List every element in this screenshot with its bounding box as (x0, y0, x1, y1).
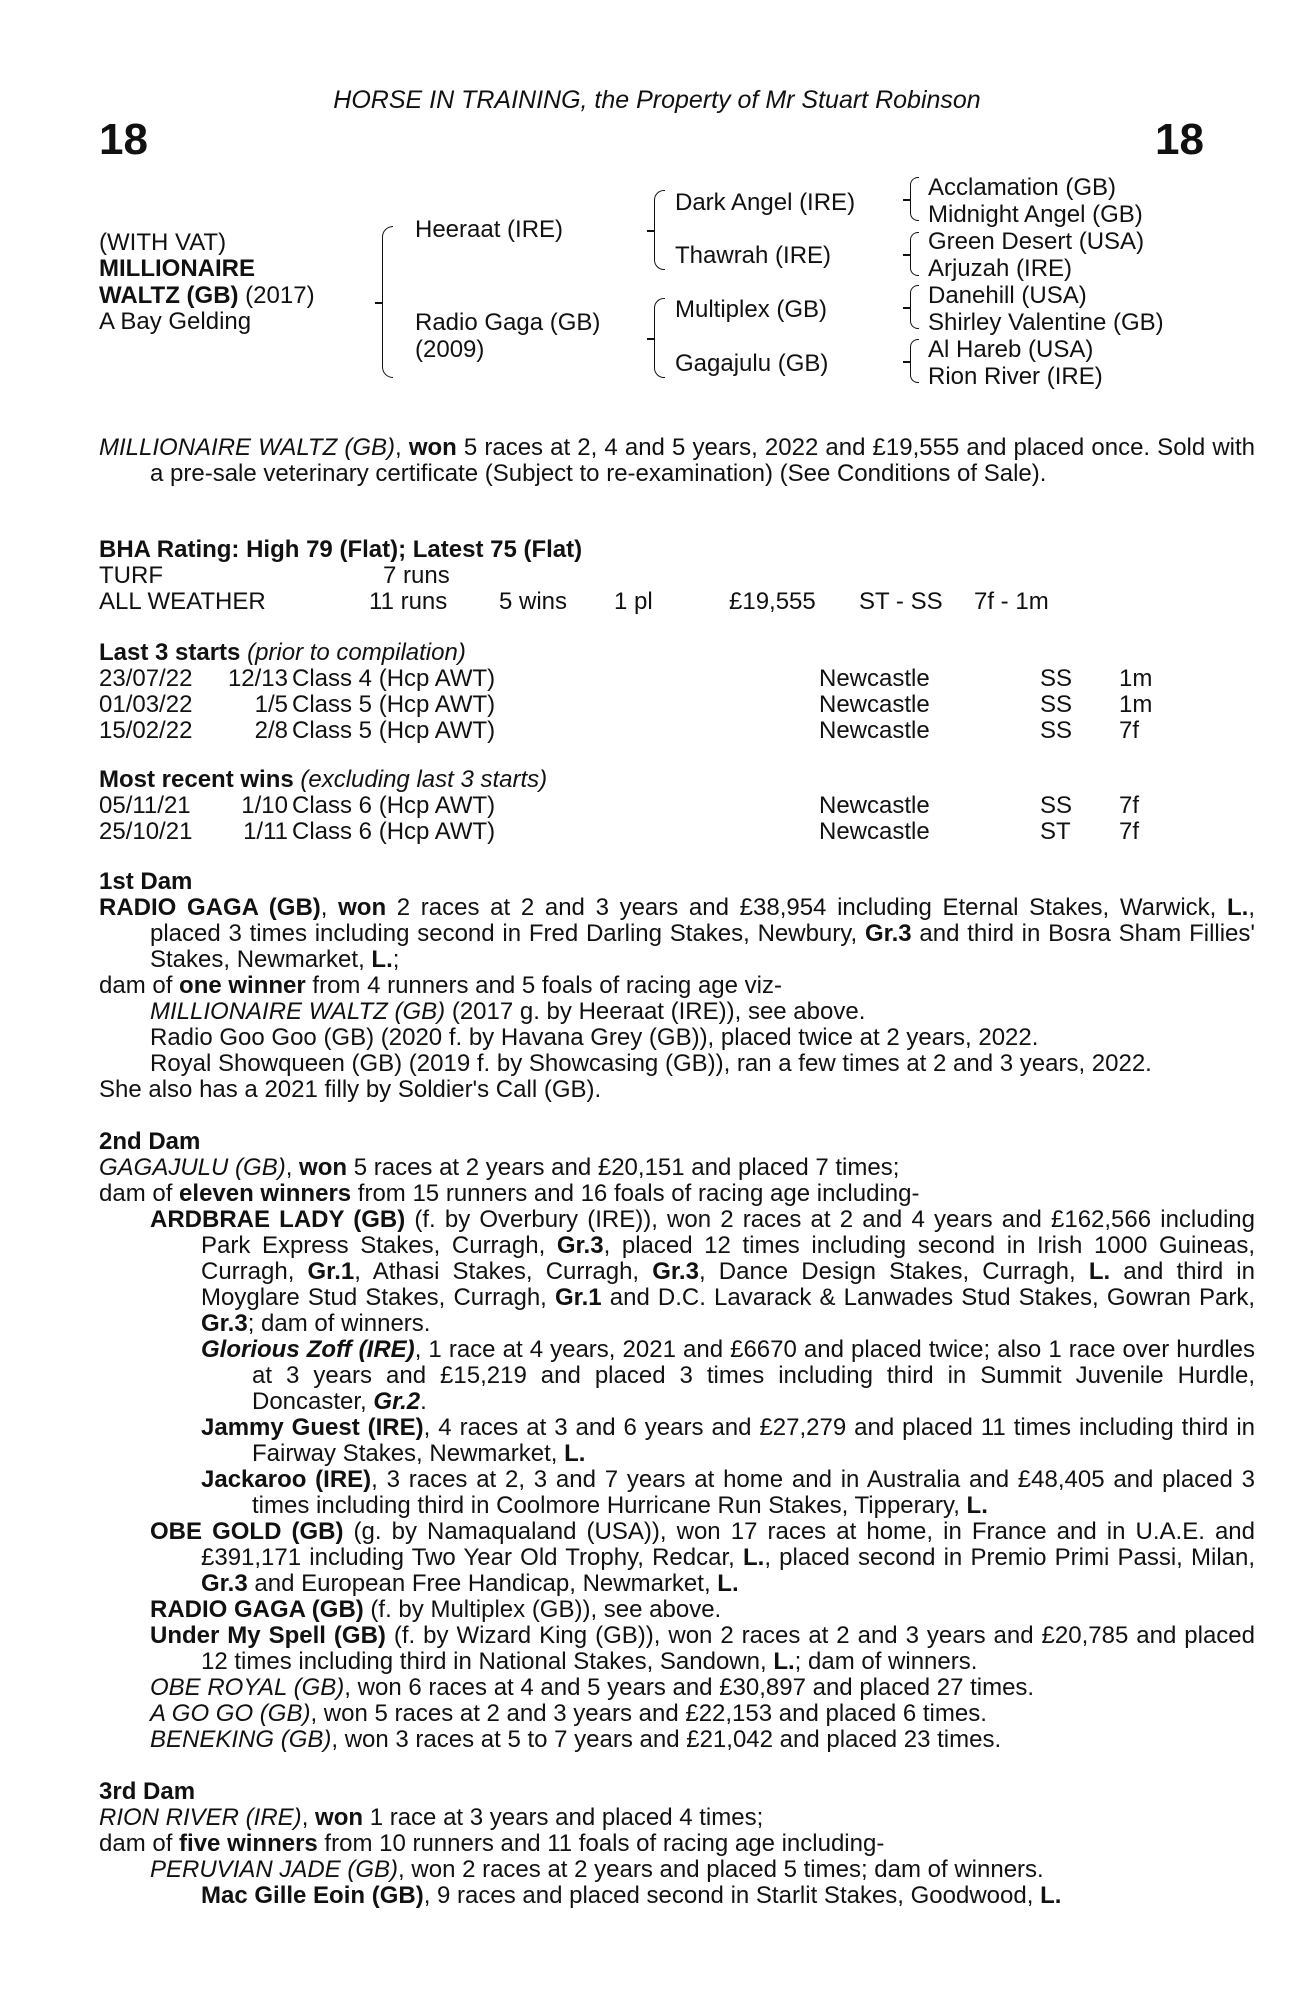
third-dam-heading: 3rd Dam (99, 1778, 196, 1805)
progeny-jackaroo: Jackaroo (IRE), 3 races at 2, 3 and 7 years at home and in Australia and £48,405 and placed 3 times including third in Coolmore Hurricane Run Stakes, Tipperary, L. (201, 1466, 1255, 1519)
vat-note: (WITH VAT) (99, 229, 227, 256)
progeny-obe-gold: OBE GOLD (GB) (g. by Namaqualand (USA)), won 17 races at home, in France and in U.A.E. and £391,171 including Two Year Old Trophy, Redcar, L., placed second in Premio Primi Passi, Milan, Gr.3 and European Free Handicap, Newmarket, L. (150, 1518, 1256, 1597)
progeny-glorious-zoff: Glorious Zoff (IRE), 1 race at 4 years, 2021 and £6670 and placed twice; also 1 race over hurdles at 3 years and £15,219 and placed 3 times including third in Summit Juvenile Hurdle, Doncaster, Gr.2. (201, 1336, 1256, 1415)
last-starts-heading: Last 3 starts (prior to compilation) (99, 639, 466, 666)
race-summary: MILLIONAIRE WALTZ (GB), won 5 races at 2, 4 and 5 years, 2022 and £19,555 and placed once. Sold with a pre-sale veterinary certificate (Subject to re-examination) (See Conditions of Sale). (99, 434, 1255, 487)
aw-distance: 7f - 1m (974, 588, 1049, 615)
pedigree-sire-dam: Thawrah (IRE) (675, 242, 832, 269)
aw-placed: 1 pl (614, 588, 653, 615)
pedigree-sire: Heeraat (IRE) (415, 216, 564, 243)
rating-turf-row (99, 563, 1204, 589)
pedigree-ssd: Midnight Angel (GB) (928, 201, 1143, 228)
first-dam-foal: Radio Goo Goo (GB) (2020 f. by Havana Grey (GB)), placed twice at 2 years, 2022. (150, 1024, 1039, 1051)
first-dam-foal: MILLIONAIRE WALTZ (GB) (2017 g. by Heeraat (IRE)), see above. (150, 998, 866, 1025)
first-dam-heading: 1st Dam (99, 868, 193, 895)
pedigree-dds: Al Hareb (USA) (928, 336, 1094, 363)
progeny-ardbrae-lady: ARDBRAE LADY (GB) (f. by Overbury (IRE)), won 2 races at 2 and 4 years and £162,566 including Park Express Stakes, Curragh, Gr.3, placed 12 times including second in Irish 1000 Guineas, Curragh, Gr.1, Athasi Stakes, Curragh, Gr.3, Dance Design Stakes, Curragh, L. and third in Moyglare Stud Stakes, Curragh, Gr.1 and D.C. Lavarack & Lanwades Stud Stakes, Gowran Park, Gr.3; dam of winners. (150, 1206, 1256, 1337)
progeny-radio-gaga: RADIO GAGA (GB) (f. by Multiplex (GB)), see above. (150, 1596, 722, 1623)
aw-prize-money: £19,555 (729, 588, 816, 615)
aw-wins: 5 wins (499, 588, 568, 615)
pedigree-sdd: Arjuzah (IRE) (928, 255, 1073, 282)
turf-runs: 7 runs (383, 562, 450, 589)
first-dam-also: She also has a 2021 filly by Soldier's Call (GB). (99, 1076, 602, 1103)
recent-win-row: 05/11/21 1/10 Class 6 (Hcp AWT) Newcastle SS 7f (99, 792, 1140, 819)
last-start-row: 01/03/22 1/5 Class 5 (Hcp AWT) Newcastle SS 1m (99, 691, 1153, 718)
horse-year: (2017) (238, 282, 315, 309)
horse-name-line1: MILLIONAIRE (99, 255, 255, 282)
lot-number-left: 18 (99, 115, 148, 164)
pedigree-brace-sire (654, 190, 665, 270)
second-dam-heading: 2nd Dam (99, 1128, 201, 1155)
pedigree-dam-line2: (2009) (415, 336, 485, 363)
progeny-jammy-guest: Jammy Guest (IRE), 4 races at 3 and 6 years and £27,279 and placed 11 times including third in Fairway Stakes, Newmarket, L. (201, 1414, 1256, 1467)
aw-runs: 11 runs (369, 588, 448, 615)
progeny-obe-royal: OBE ROYAL (GB), won 6 races at 4 and 5 years and £30,897 and placed 27 times. (150, 1674, 1035, 1701)
lot-number-right: 18 (1155, 115, 1204, 164)
horse-description: A Bay Gelding (99, 308, 252, 335)
summary-text: 5 races at 2, 4 and 5 years, 2022 and £19,555 and placed once. Sold with a pre-sale veterinary certificate (Subject to re-examination) (See Conditions of Sale). (150, 434, 1255, 487)
pedigree-brace-ds (910, 285, 919, 329)
aw-label: ALL WEATHER (99, 588, 266, 615)
pedigree-brace-dd (910, 339, 919, 383)
horse-name-line2 (99, 283, 315, 309)
page-title: HORSE IN TRAINING, the Property of Mr Stuart Robinson (333, 86, 981, 114)
pedigree-brace-sd (910, 232, 919, 276)
first-dam-foal: Royal Showqueen (GB) (2019 f. by Showcasing (GB)), ran a few times at 2 and 3 years, 2022. (150, 1050, 1152, 1077)
pedigree-dam-sire: Multiplex (GB) (675, 296, 828, 323)
progeny-beneking: BENEKING (GB), won 3 races at 5 to 7 years and £21,042 and placed 23 times. (150, 1726, 1002, 1753)
pedigree-dam-line1: Radio Gaga (GB) (415, 309, 601, 336)
progeny-peruvian-jade: PERUVIAN JADE (GB), won 2 races at 2 years and placed 5 times; dam of winners. (150, 1856, 1044, 1883)
summary-won: won (408, 434, 457, 461)
first-dam-produce: dam of one winner from 4 runners and 5 foals of racing age viz- (99, 972, 782, 999)
recent-wins-heading: Most recent wins (excluding last 3 starts) (99, 766, 548, 793)
progeny-under-my-spell: Under My Spell (GB) (f. by Wizard King (GB)), won 2 races at 2 and 3 years and £20,785 and placed 12 times including third in National Stakes, Sandown, L.; dam of winners. (150, 1622, 1255, 1675)
pedigree-dam-dam: Gagajulu (GB) (675, 350, 829, 377)
pedigree-ddd: Rion River (IRE) (928, 363, 1103, 390)
last-start-row: 23/07/22 12/13 Class 4 (Hcp AWT) Newcastle SS 1m (99, 665, 1153, 692)
summary-horse-name: MILLIONAIRE WALTZ (GB) (99, 434, 396, 461)
pedigree-brace-main (382, 226, 393, 378)
horse-name-part2: WALTZ (GB) (99, 282, 239, 309)
progeny-a-go-go: A GO GO (GB), won 5 races at 2 and 3 years and £22,153 and placed 6 times. (150, 1700, 987, 1727)
third-dam-produce: dam of five winners from 10 runners and 11 foals of racing age including- (99, 1830, 885, 1857)
second-dam-record: GAGAJULU (GB), won 5 races at 2 years and £20,151 and placed 7 times; (99, 1154, 900, 1181)
last-start-row: 15/02/22 2/8 Class 5 (Hcp AWT) Newcastle SS 7f (99, 717, 1140, 744)
turf-label: TURF (99, 562, 163, 589)
first-dam-record: RADIO GAGA (GB), won 2 races at 2 and 3 years and £38,954 including Eternal Stakes, Warwick, L., placed 3 times including second in Fred Darling Stakes, Newbury, Gr.3 and third in Bosra Sham Fillies' Stakes, Newmarket, L.; (99, 894, 1255, 973)
progeny-mac-gille-eoin: Mac Gille Eoin (GB), 9 races and placed second in Starlit Stakes, Goodwood, L. (201, 1882, 1062, 1909)
aw-surface: ST - SS (859, 588, 943, 615)
pedigree-dsd: Shirley Valentine (GB) (928, 309, 1164, 336)
recent-win-row: 25/10/21 1/11 Class 6 (Hcp AWT) Newcastle ST 7f (99, 818, 1140, 845)
pedigree-sds: Green Desert (USA) (928, 228, 1145, 255)
pedigree-sss: Acclamation (GB) (928, 174, 1117, 201)
bha-rating-heading: BHA Rating: High 79 (Flat); Latest 75 (Flat) (99, 536, 583, 563)
second-dam-produce: dam of eleven winners from 15 runners and 16 foals of racing age including- (99, 1180, 920, 1207)
third-dam-record: RION RIVER (IRE), won 1 race at 3 years and placed 4 times; (99, 1804, 764, 1831)
pedigree-dss: Danehill (USA) (928, 282, 1087, 309)
pedigree-sire-sire: Dark Angel (IRE) (675, 189, 856, 216)
pedigree-brace-ss (910, 177, 919, 221)
rating-aw-row (99, 589, 1204, 615)
pedigree-brace-dam (654, 298, 665, 378)
